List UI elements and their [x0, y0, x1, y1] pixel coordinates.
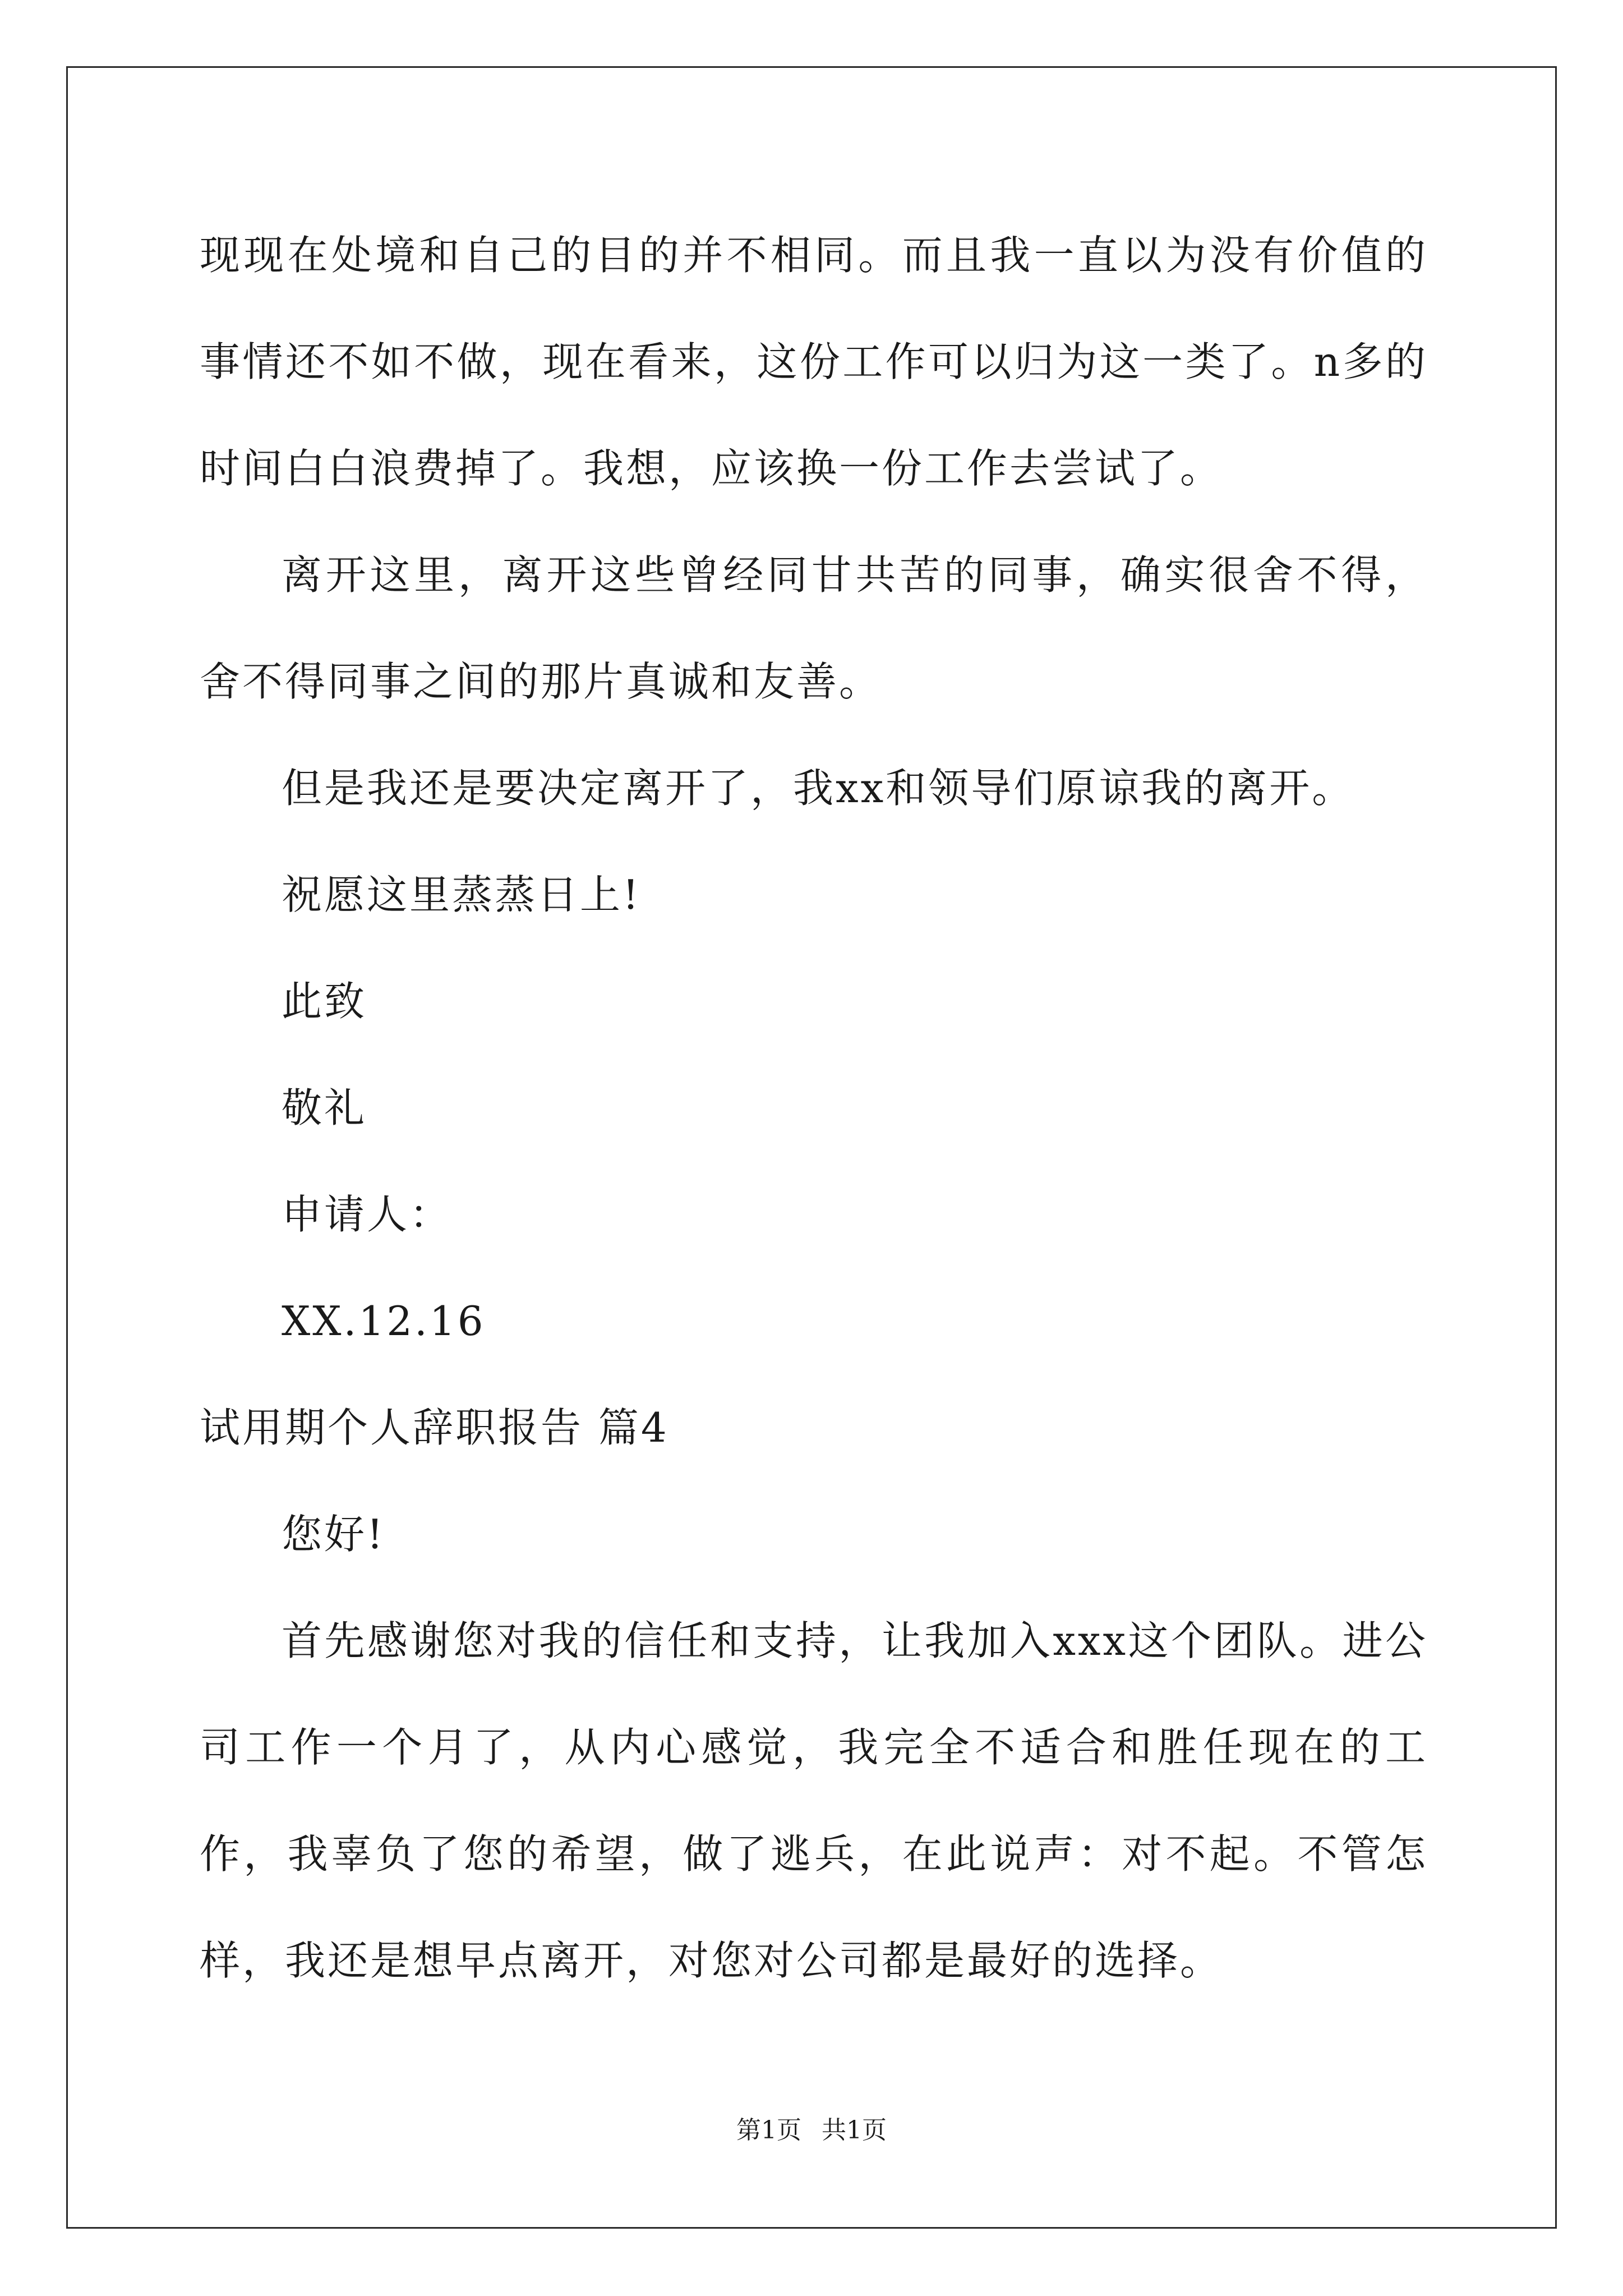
date: XX.12.16 [282, 1297, 486, 1345]
paragraph: 祝愿这里蒸蒸日上! [282, 871, 641, 918]
greeting: 您好! [282, 1511, 385, 1558]
document-body [200, 202, 1428, 2014]
closing-regards: 敬礼 [282, 1084, 367, 1131]
applicant-label: 申请人： [282, 1191, 453, 1238]
paragraph: 离开这里，离开这些曾经同甘共苦的同事，确实很舍不得，舍不得同事之间的那片真诚和友善。 [200, 551, 1428, 705]
page-number-current: 第1页 [736, 2116, 801, 2145]
paragraph: 但是我还是要决定离开了，我xx和领导们原谅我的离开。 [282, 765, 1355, 812]
paragraph: 首先感谢您对我的信任和支持，让我加入xxx这个团队。进公司工作一个月了，从内心感觉，我完全不适合和胜任现在的工作，我辜负了您的希望，做了逃兵，在此说声：对不起。不管怎样，我还是想早点离开，对您对公司都是最好的选择。 [200, 1617, 1428, 1984]
paragraph: 现现在处境和自己的目的并不相同。而且我一直以为没有价值的事情还不如不做，现在看来，这份工作可以归为这一类了。n多的时间白白浪费掉了。我想，应该换一份工作去尝试了。 [200, 232, 1428, 492]
section-heading: 试用期个人辞职报告 篇4 [200, 1404, 669, 1451]
page-footer [0, 2114, 1623, 2147]
page-number-total: 共1页 [822, 2116, 887, 2145]
closing-salutation: 此致 [282, 978, 367, 1025]
